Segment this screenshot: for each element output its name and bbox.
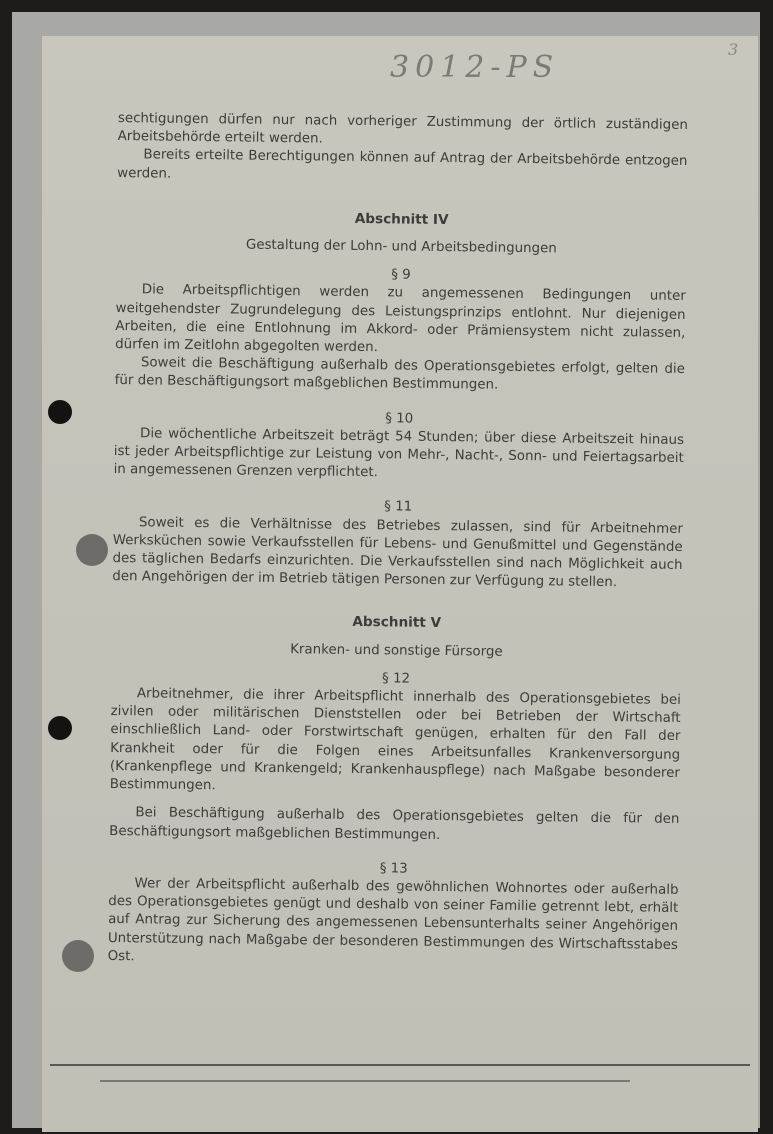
paragraph-number: § 10 (385, 410, 414, 427)
paragraph-number: § 12 (381, 671, 411, 687)
paragraph: Die Arbeitspflichtigen werden zu angemessenen Bedingungen unter weitgehendster Zugrundelegung des Leistungsprinzips entlohnt. Nur diejenigen Arbeiten, die eine Entlohnung im Akkord- oder Prämiensystem nicht zulassen, dürfen im Zeitlohn abgegolten werden. (115, 282, 686, 356)
section-subheading: Kranken- und sonstige Fürsorge (290, 641, 503, 660)
handwritten-reference: 3012-PS (390, 50, 560, 85)
paragraph-number: § 11 (384, 499, 413, 516)
paragraph: Bei Beschäftigung außerhalb des Operationsgebietes gelten die für den Beschäftigungsort maßgeblichen Bestimmungen. (109, 805, 680, 843)
paragraph-number: § 13 (379, 860, 408, 877)
section-heading: Abschnitt IV (354, 210, 449, 228)
stain-mark (62, 940, 94, 972)
paragraph: Wer der Arbeitspflicht außerhalb des gewöhnlichen Wohnortes oder außerhalb des Operationsgebietes genügt und deshalb von seiner Familie getrennt lebt, erhält auf Antrag zur Sicherung des angemessenen Lebensunterhalts seiner Angehörigen Unterstützung nach Maßgabe der besonderen Bestimmungen des Wirtschaftsstabes Ost. (107, 876, 679, 964)
paragraph: sechtigungen dürfen nur nach vorheriger Zustimmung der örtlich zuständigen Arbeitsbehörde erteilt werden. (117, 110, 688, 147)
paragraph-number: § 9 (391, 267, 411, 283)
page-number: 3 (728, 40, 739, 59)
stain-mark (76, 534, 108, 566)
punch-hole-top (48, 400, 72, 424)
paragraph: Bereits erteilte Berechtigungen können auf Antrag der Arbeitsbehörde entzogen werden. (117, 147, 688, 182)
document-body (108, 110, 688, 973)
paragraph: Die wöchentliche Arbeitszeit beträgt 54 Stunden; über diese Arbeitszeit hinaus ist jeder Arbeitspflichtige zur Leistung von Mehr-, Nacht-, Sonn- und Feiertagsarbeit in angemessenen Grenzen verpflichtet. (113, 426, 685, 481)
footer-rule (100, 1080, 630, 1082)
paragraph: Arbeitnehmer, die ihrer Arbeitspflicht innerhalb des Operationsgebietes bei zivilen oder militärischen Dienststellen oder bei Betrieben der Wirtschaft einschließlich Land- oder Forstwirtschaft genügen, erhalten für den Fall der Krankheit oder für die Folgen eines Arbeitsunfalles Krankenversorgung (Krankenpflege und Krankengeld; Krankenhauspflege) nach Maßgabe besonderer Bestimmungen. (109, 686, 681, 794)
paragraph: Soweit die Beschäftigung außerhalb des Operationsgebietes erfolgt, gelten die für den Beschäftigungsort maßgeblichen Bestimmungen. (114, 355, 685, 394)
section-subheading: Gestaltung der Lohn- und Arbeitsbedingungen (245, 237, 557, 257)
section-heading: Abschnitt V (352, 614, 442, 632)
footer-rule (50, 1064, 750, 1066)
paragraph: Soweit es die Verhältnisse des Betriebes zulassen, sind für Arbeitnehmer Werksküchen sowie Verkaufsstellen für Lebens- und Genußmittel und Gegenstände des täglichen Bedarfs einzurichten. Die Verkaufsstellen sind nach Möglichkeit auch den Angehörigen der im Betrieb tätigen Personen zur Verfügung zu stellen. (112, 514, 684, 591)
punch-hole-bottom (48, 716, 72, 740)
